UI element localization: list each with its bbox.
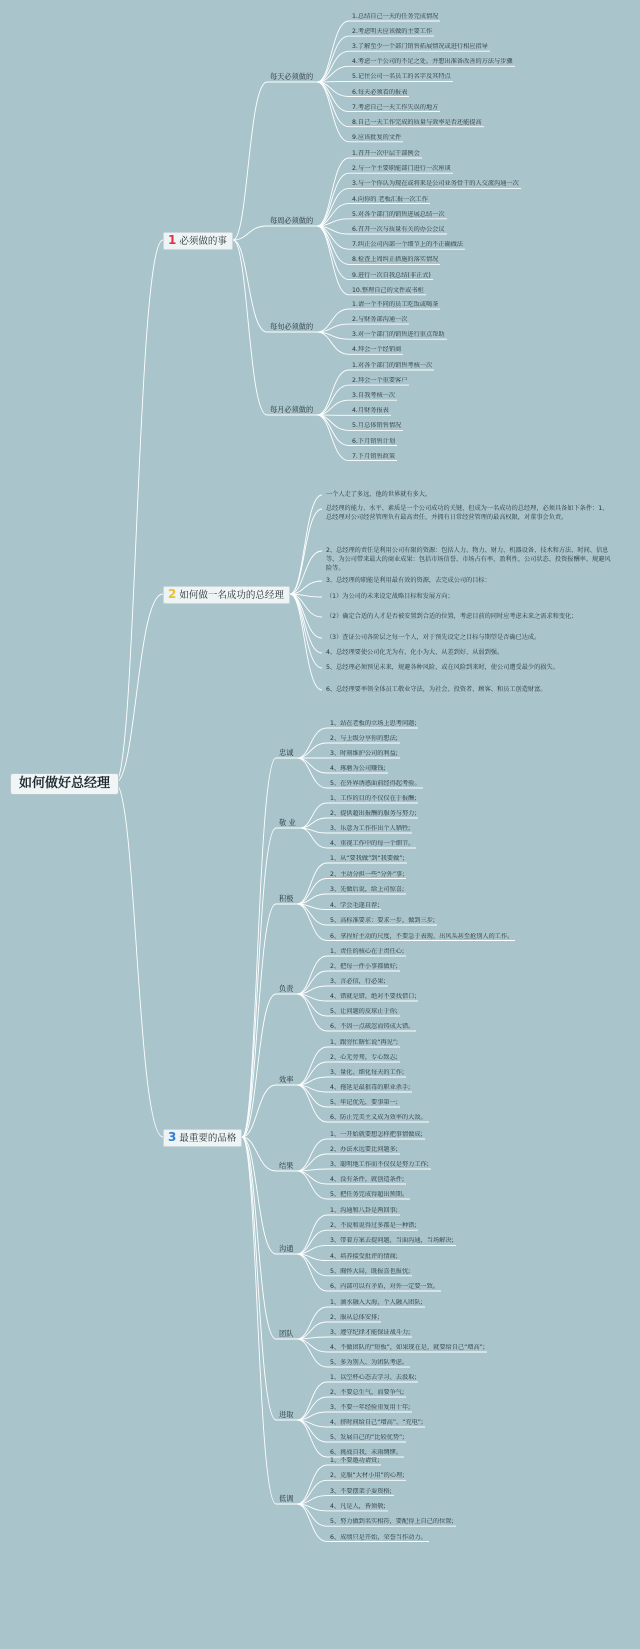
leaf-item: 1、责任的核心在于责任心;	[330, 948, 405, 955]
leaf-item: 6、成绩只是开始，荣誉当作动力。	[330, 1533, 427, 1541]
wire-branch-to-category	[242, 758, 276, 1137]
wire-branch-to-category	[242, 904, 276, 1137]
leaf-item: 4、挤时间给自己“增高”、“充电”;	[330, 1419, 424, 1426]
wire-branch-to-category	[242, 1085, 276, 1137]
leaf-item: 2.与一个主要职能部门进行一次座谈	[352, 165, 451, 173]
leaf-item: 3、量化、细化每天的工作;	[330, 1069, 405, 1076]
wire-category-to-leaf	[317, 309, 349, 332]
leaf-item: 3、言必信，行必果;	[330, 978, 386, 985]
leaf-item: 5、让问题的皮球止于你;	[330, 1008, 398, 1015]
leaf-item: 1、滴水融入大海，个人融入团队;	[330, 1299, 423, 1306]
leaf-item: 2.与财务部沟通一次	[352, 316, 408, 324]
category-node: 团队	[279, 1329, 294, 1338]
wire-category-to-leaf	[297, 1480, 327, 1504]
branch-number: 2	[168, 587, 177, 601]
wire-category-to-leaf	[297, 1062, 327, 1085]
leaf-item: 8.自己一天工作完成的质量与效率是否还能提高	[352, 118, 482, 126]
wire-category-to-leaf	[297, 1139, 327, 1171]
branch-node-1	[163, 232, 233, 250]
wire-category-to-leaf	[317, 226, 349, 264]
category-node: 每旬必须做的	[270, 322, 314, 331]
leaf-item: 3、带着方案去提问题，当面沟通，当场解决;	[330, 1237, 454, 1245]
wire-category-to-leaf	[297, 1215, 327, 1254]
wire-branch-to-category	[242, 1137, 276, 1339]
note-paragraph: 4、总经理要使公司化无为有、化小为大、从差到好、从弱到强。	[326, 649, 504, 656]
wire-category-to-leaf	[297, 1504, 327, 1526]
leaf-item: 5、努力做到名实相符，要配得上自己的位置;	[330, 1518, 454, 1526]
wire-category-to-leaf	[297, 956, 327, 994]
leaf-item: 6、内部可以有矛盾，对外一定要一致。	[330, 1283, 440, 1290]
leaf-item: 6、拿捏好主动的尺度，不要急于表现、出风头甚至抢别人的工作。	[330, 932, 514, 940]
leaf-item: 5、高标准要求：要求一步，做到三步;	[330, 917, 436, 924]
category-node: 敬 业	[279, 818, 296, 827]
note-paragraph: 一个人走了多远，他的世界就有多大。	[326, 491, 432, 498]
leaf-item: 1.对各个部门的销售考核一次	[352, 362, 433, 369]
leaf-item: 2、办法永远要比问题多;	[330, 1146, 398, 1153]
leaf-item: 3、不要一年经验重复用十年;	[330, 1404, 411, 1411]
wire-category-to-leaf	[297, 743, 327, 758]
category-node: 结果	[279, 1161, 294, 1170]
wire-category-to-leaf	[297, 994, 327, 1031]
leaf-item: 5、多为别人、为团队考虑。	[330, 1359, 409, 1366]
leaf-item: 2、把每一件小事都做好;	[330, 963, 398, 970]
category-node: 沟通	[279, 1244, 294, 1253]
leaf-item: 1.请一个不同的员工吃饭或喝茶	[352, 301, 439, 308]
leaf-item: 1、以空杯心态去学习、去汲取;	[330, 1374, 417, 1381]
leaf-item: 1、一开始就要想怎样把事情做成;	[330, 1131, 423, 1138]
wire-category-to-leaf	[317, 82, 349, 127]
leaf-item: 3.对一个部门的销售进行重点帮助	[352, 331, 445, 339]
wire-category-to-leaf	[297, 758, 327, 773]
leaf-item: 2、心无旁骛，专心致志;	[330, 1054, 398, 1061]
leaf-item: 5、把任务完成得超出预期。	[330, 1191, 409, 1198]
leaf-item: 2、克服“大材小用”的心理;	[330, 1472, 405, 1480]
note-paragraph: 3、总经理的职能是利用最有效的资源，去完成公司的目标：	[326, 577, 491, 584]
branch-label: 最重要的品格	[179, 1133, 237, 1144]
leaf-item: 2.拜会一个重要客户	[352, 377, 408, 385]
wire-branch-to-note	[290, 594, 322, 653]
leaf-item: 2、提供超出报酬的服务与努力;	[330, 810, 417, 817]
leaf-item: 5、在外界诱惑面前经得起考验。	[330, 780, 421, 787]
leaf-item: 4、凡是人，皆须敬;	[330, 1502, 386, 1510]
leaf-item: 5、发展自己的“比较优势”;	[330, 1434, 405, 1441]
category-node: 低调	[279, 1494, 294, 1503]
leaf-item: 3、聪明地工作而不仅仅是努力工作;	[330, 1161, 429, 1168]
wire-root-to-branch	[115, 240, 163, 783]
wire-category-to-leaf	[297, 1154, 327, 1171]
leaf-item: 10.整理自己的文件或书柜	[352, 286, 424, 294]
wire-branch-to-category	[242, 994, 276, 1137]
wire-branch-to-category	[233, 82, 267, 240]
branch-number: 1	[168, 233, 177, 247]
leaf-item: 6、防止完美主义成为效率的大敌。	[330, 1114, 427, 1121]
wire-category-to-leaf	[317, 332, 349, 354]
wire-category-to-leaf	[297, 1171, 327, 1184]
note-paragraph: （3）查证公司各阶层之每一个人，对于预先设定之目标与期望是否确已达成。	[326, 634, 541, 641]
leaf-item: 6.下月销售计划	[352, 437, 396, 445]
wire-category-to-leaf	[317, 226, 349, 295]
note-paragraph: 6、总经理要率领全体员工敬业守法，为社会、投资者、顾客、和员工创造财富。	[326, 686, 547, 693]
wire-category-to-leaf	[297, 1504, 327, 1542]
leaf-item: 4.向你的 老板汇报一次工作	[352, 195, 428, 203]
wire-branch-to-note	[290, 594, 322, 690]
leaf-item: 3、时刻维护公司的利益;	[330, 750, 398, 757]
wire-category-to-leaf	[317, 188, 349, 226]
wire-category-to-leaf	[297, 1339, 327, 1352]
category-node: 每周必须做的	[270, 216, 314, 225]
wire-branch-to-note	[290, 594, 322, 668]
wire-category-to-leaf	[297, 1171, 327, 1199]
leaf-item: 3.与一个你认为现在或将来是公司业务骨干的人交流沟通一次	[352, 180, 519, 188]
wire-category-to-leaf	[317, 158, 349, 226]
leaf-item: 5、胸怀大局，既报喜也报忧;	[330, 1267, 411, 1275]
wire-branch-to-category	[233, 240, 267, 332]
wire-branch-to-category	[242, 1137, 276, 1420]
leaf-item: 7.下月销售政策	[352, 452, 396, 460]
wire-category-to-leaf	[297, 1465, 327, 1504]
wire-branch-to-category	[233, 240, 267, 415]
branch-number: 3	[168, 1130, 177, 1144]
branch-node-3	[163, 1129, 242, 1147]
leaf-item: 2、主动分担一些“分外”事;	[330, 870, 405, 878]
wire-category-to-leaf	[297, 1230, 327, 1254]
category-node: 进取	[279, 1410, 294, 1419]
category-node: 忠诚	[279, 748, 294, 757]
wire-category-to-leaf	[297, 971, 327, 994]
category-node: 负责	[279, 984, 294, 993]
leaf-item: 1、不要邀功请赏;	[330, 1457, 380, 1464]
note-paragraph: 5、总经理必须预见未来，规避各种风险，或在风险到来时，使公司遭受最少的损失。	[326, 664, 559, 671]
wire-branch-to-note	[290, 551, 322, 594]
category-node: 每天必须做的	[270, 72, 314, 81]
wire-category-to-leaf	[300, 803, 327, 828]
leaf-item: 1、站在老板的立场上思考问题;	[330, 720, 417, 727]
branch-label: 必须做的事	[179, 236, 227, 247]
leaf-item: 1.召开一次中层干部例会	[352, 150, 420, 157]
leaf-item: 7.考虑自己一天工作失误的地方	[352, 103, 439, 111]
wire-category-to-leaf	[317, 173, 349, 226]
leaf-item: 1.总结自己一天的任务完成情况	[352, 13, 439, 20]
leaf-item: 1、沟通和八卦是两回事;	[330, 1207, 398, 1214]
leaf-item: 4、不做团队的“短板”，如果现在是，就要给自己“增高”;	[330, 1344, 485, 1351]
leaf-item: 6.召开一次与质量有关的办公会议	[352, 226, 445, 233]
leaf-item: 3、乐意为工作作出个人牺牲;	[330, 825, 411, 832]
wire-category-to-leaf	[297, 1085, 327, 1107]
leaf-item: 2、不要总生气，而要争气;	[330, 1389, 405, 1396]
leaf-item: 1、跟穷忙瞎忙说“再见”;	[330, 1039, 399, 1046]
leaf-item: 9.进行一次自我总结(非正式)	[352, 271, 431, 279]
leaf-item: 4、没有条件，就创造条件;	[330, 1176, 405, 1183]
wire-category-to-leaf	[317, 415, 349, 461]
wire-category-to-leaf	[297, 1339, 327, 1367]
wire-category-to-leaf	[297, 1382, 327, 1420]
root-node: 如何做好总经理	[10, 773, 119, 795]
wire-category-to-leaf	[317, 82, 349, 142]
wire-branch-to-category	[242, 828, 276, 1137]
leaf-item: 1、工作的目的不仅仅在于报酬;	[330, 795, 417, 802]
wire-category-to-leaf	[297, 879, 327, 905]
leaf-item: 4、学会毛遂自荐;	[330, 901, 380, 909]
wire-category-to-leaf	[317, 36, 349, 82]
leaf-item: 8.检查上周纠正措施的落实情况	[352, 256, 439, 264]
category-node: 每月必须做的	[270, 405, 314, 414]
leaf-item: 5.月总体销售情况	[352, 422, 402, 430]
wire-category-to-leaf	[297, 994, 327, 1016]
category-node: 积极	[279, 894, 294, 903]
note-paragraph: （1）为公司的未来设定战略目标和发展方向；	[326, 593, 454, 600]
wire-category-to-leaf	[297, 1322, 327, 1339]
leaf-item: 4.拜会一个经销商	[352, 346, 402, 354]
wire-category-to-leaf	[297, 1397, 327, 1420]
leaf-item: 3.了解至少一个部门销售拓展情况或进行相应指导	[352, 43, 488, 51]
wire-branch-to-category	[242, 1137, 276, 1504]
note-paragraph: （2）确定合适的人才是否被安置到合适的位置，考虑目前的同时应考虑未来之需求和变化；	[326, 613, 578, 620]
leaf-item: 4.考虑一个公司的不足之处，并想出准备改善的方法与步骤	[352, 58, 513, 66]
leaf-item: 4、琢磨为公司赚钱;	[330, 765, 386, 772]
leaf-item: 2.考虑明天应该做的主要工作	[352, 28, 433, 36]
leaf-item: 2、服从总体安排;	[330, 1314, 380, 1321]
leaf-item: 4、重视工作中的每一个细节。	[330, 840, 415, 847]
wire-category-to-leaf	[297, 1254, 327, 1276]
leaf-item: 4、错就是错，绝对不要找借口;	[330, 993, 417, 1000]
leaf-item: 2、与上级分享你的想法;	[330, 735, 398, 742]
note-paragraph: 总经理的能力、水平、素质是一个公司成功的关键，但成为一名成功的总经理，必须具备如下条件：1、总经理对公司经营管理负有最高责任，并拥有日常经营管理的最高权限，对董事会负责。	[326, 505, 609, 521]
leaf-item: 2、不说和说得过多都是一种错;	[330, 1222, 417, 1230]
branch-label: 如何做一名成功的总经理	[179, 590, 284, 601]
wire-category-to-leaf	[297, 1085, 327, 1122]
leaf-item: 4、拖延是最狠毒的职业杀手;	[330, 1084, 411, 1091]
branch-node-2	[163, 586, 290, 604]
wire-root-to-branch	[115, 594, 163, 783]
wire-root-to-branch	[115, 783, 163, 1137]
leaf-item: 5.记住公司一名员工的名字及其特点	[352, 73, 451, 81]
wire-category-to-leaf	[297, 1307, 327, 1339]
leaf-item: 7.纠正公司内部一个细节上的不正确做法	[352, 241, 464, 249]
leaf-item: 6.每天必须看的报表	[352, 88, 408, 96]
leaf-item: 6、不因一点疏忽而铸成大错。	[330, 1023, 415, 1030]
leaf-item: 3.自我考核一次	[352, 392, 396, 400]
wire-category-to-leaf	[297, 1047, 327, 1085]
leaf-item: 4.月财务报表	[352, 407, 389, 415]
leaf-item: 5、牢记优先，要事第一;	[330, 1099, 398, 1106]
leaf-item: 1、从“要我做”到“我要做”;	[330, 855, 405, 862]
leaf-item: 4、培养接受批评的情商;	[330, 1252, 398, 1260]
wire-category-to-leaf	[297, 1254, 327, 1291]
note-paragraph: 2、总经理的责任是利用公司有限的资源：包括人力、物力、财力、机器设备、技术和方法、时间、信息等，为公司带来最大的商业成果：包括市场信誉、市场占有率、盈利性、公司状态、投资报酬率、规避风险等。	[326, 547, 611, 572]
leaf-item: 6、挑战自我，未雨绸缪。	[330, 1449, 402, 1456]
wire-category-to-leaf	[297, 1420, 327, 1442]
category-node: 效率	[279, 1075, 294, 1084]
wire-category-to-leaf	[297, 1420, 327, 1457]
leaf-item: 3、遵守纪律才能保证战斗力;	[330, 1329, 411, 1336]
wire-category-to-leaf	[317, 370, 349, 415]
leaf-item: 3、先做后说，给上司惊喜;	[330, 886, 405, 893]
leaf-item: 9.应该批复的文件	[352, 133, 402, 141]
leaf-item: 5.对各个部门的销售进展总结一次	[352, 210, 445, 218]
leaf-item: 3、不要摆架子耍资格;	[330, 1487, 392, 1495]
